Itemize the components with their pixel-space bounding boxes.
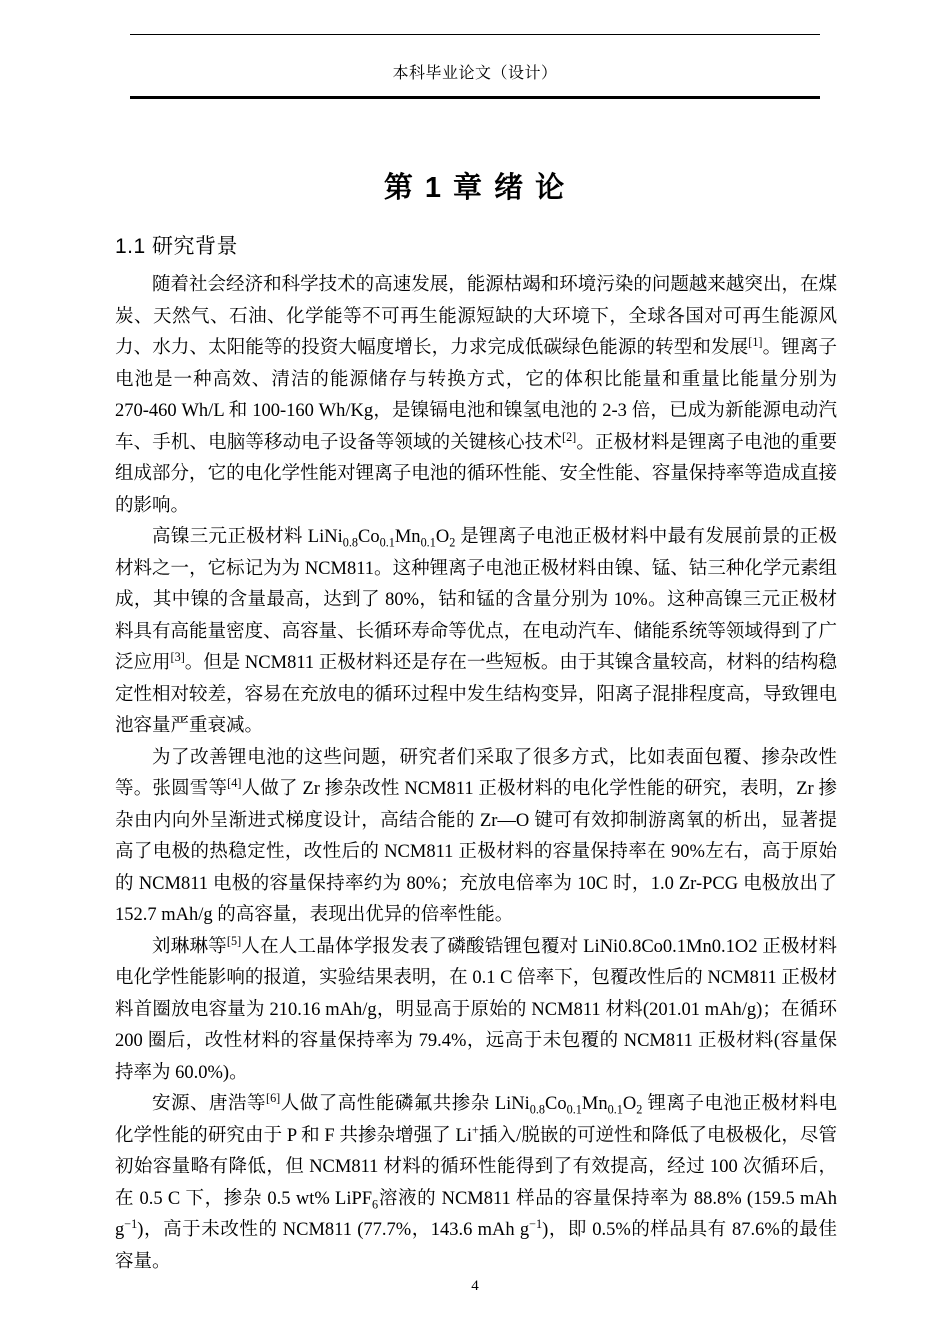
page-number: 4 (471, 1278, 479, 1294)
paragraph-1: 随着社会经济和科学技术的高速发展，能源枯竭和环境污染的问题越来越突出，在煤炭、天然气、石油、化学能等不可再生能源短缺的大环境下，全球各国对可再生能源风力、水力、太阳能等的投资大幅度增长，力求完成低碳绿色能源的转型和发展[1]。锂离子电池是一种高效、清洁的能源储存与转换方式，它的体积比能量和重量比能量分别为 270-460 Wh/L 和 100-160 Wh/Kg，是镍镉电池和镍氢电池的 2-3 倍，已成为新能源电动汽车、手机、电脑等移动电子设备等领域的关键核心技术[2]。正极材料是锂离子电池的重要组成部分，它的电化学性能对锂离子电池的循环性能、安全性能、容量保持率等造成直接的影响。 (115, 275, 837, 516)
paragraph-4: 刘琳琳等[5]人在人工晶体学报发表了磷酸锆锂包覆对 LiNi0.8Co0.1Mn0.1O2 正极材料电化学性能影响的报道，实验结果表明，在 0.1 C 倍率下，包覆改性后的 NCM811 正极材料首圈放电容量为 210.16 mAh/g，明显高于原始的 NCM811 材料(201.01 mAh/g)；在循环 200 圈后，改性材料的容量保持率为 79.4%，远高于未包覆的 NCM811 正极材料(容量保持率为 60.0%)。 (115, 933, 837, 1083)
paragraph-2: 高镍三元正极材料 $LiNi_{0.8}Co_{0.1}Mn_{0.1}O_2$ 是锂离子电池正极材料中最有发展前景的正极材料之一，它标记为为 NCM811。这种锂离子电池正极材料由镍、锰、钴三种化学元素组成，其中镍的含量最高，达到了 80%，钴和锰的含量分别为 10%。这种高镍三元正极材料具有高能量密度、高容量、长循环寿命等优点，在电动汽车、储能系统等领域得到了广泛应用[3]。但是 NCM811 正极材料还是存在一些短板。由于其镍含量较高，材料的结构稳定性相对较差，容易在充放电的循环过程中发生结构变异，阳离子混排程度高，导致锂电池容量严重衰减。 (115, 527, 837, 736)
section-title: 1.1 研究背景 (115, 235, 239, 258)
body-text (115, 270, 837, 1278)
paragraph-5: 安源、唐浩等[6]人做了高性能磷氟共掺杂 $LiNi_{0.8}Co_{0.1}Mn_{0.1}O_2$ 锂离子电池正极材料电化学性能的研究由于 P 和 F 共掺杂增强了 Li+插入/脱嵌的可逆性和降低了电极极化，尽管初始容量略有降低，但 NCM811 材料的循环性能得到了有效提高，经过 100 次循环后，在 0.5 C 下，掺杂 0.5 wt% LiPF$_6$溶液的 NCM811 样品的容量保持率为 88.8% (159.5 mAh $g^{-1}$)，高于未改性的 NCM811 (77.7%，143.6 mAh $g^{-1}$)，即 0.5%的样品具有 87.6%的最佳容量。 (115, 1090, 837, 1272)
running-head: 本科毕业论文（设计） (392, 65, 558, 82)
paragraph-3: 为了改善锂电池的这些问题，研究者们采取了很多方式，比如表面包覆、掺杂改性等。张圆雪等[4]人做了 Zr 掺杂改性 NCM811 正极材料的电化学性能的研究，表明，Zr 掺杂由内向外呈渐进式梯度设计，高结合能的 Zr—O 键可有效抑制游离氧的析出，显著提高了电极的热稳定性，改性后的 NCM811 正极材料的容量保持率在 90%左右，高于原始的 NCM811 电极的容量保持率约为 80%；充放电倍率为 10C 时，1.0 Zr-PCG 电极放出了 152.7 mAh/g 的高容量，表现出优异的倍率性能。 (115, 747, 837, 925)
header-top-divider (130, 34, 820, 35)
header-bottom-divider (130, 96, 820, 99)
chapter-title: 第 1 章 绪 论 (383, 172, 567, 204)
